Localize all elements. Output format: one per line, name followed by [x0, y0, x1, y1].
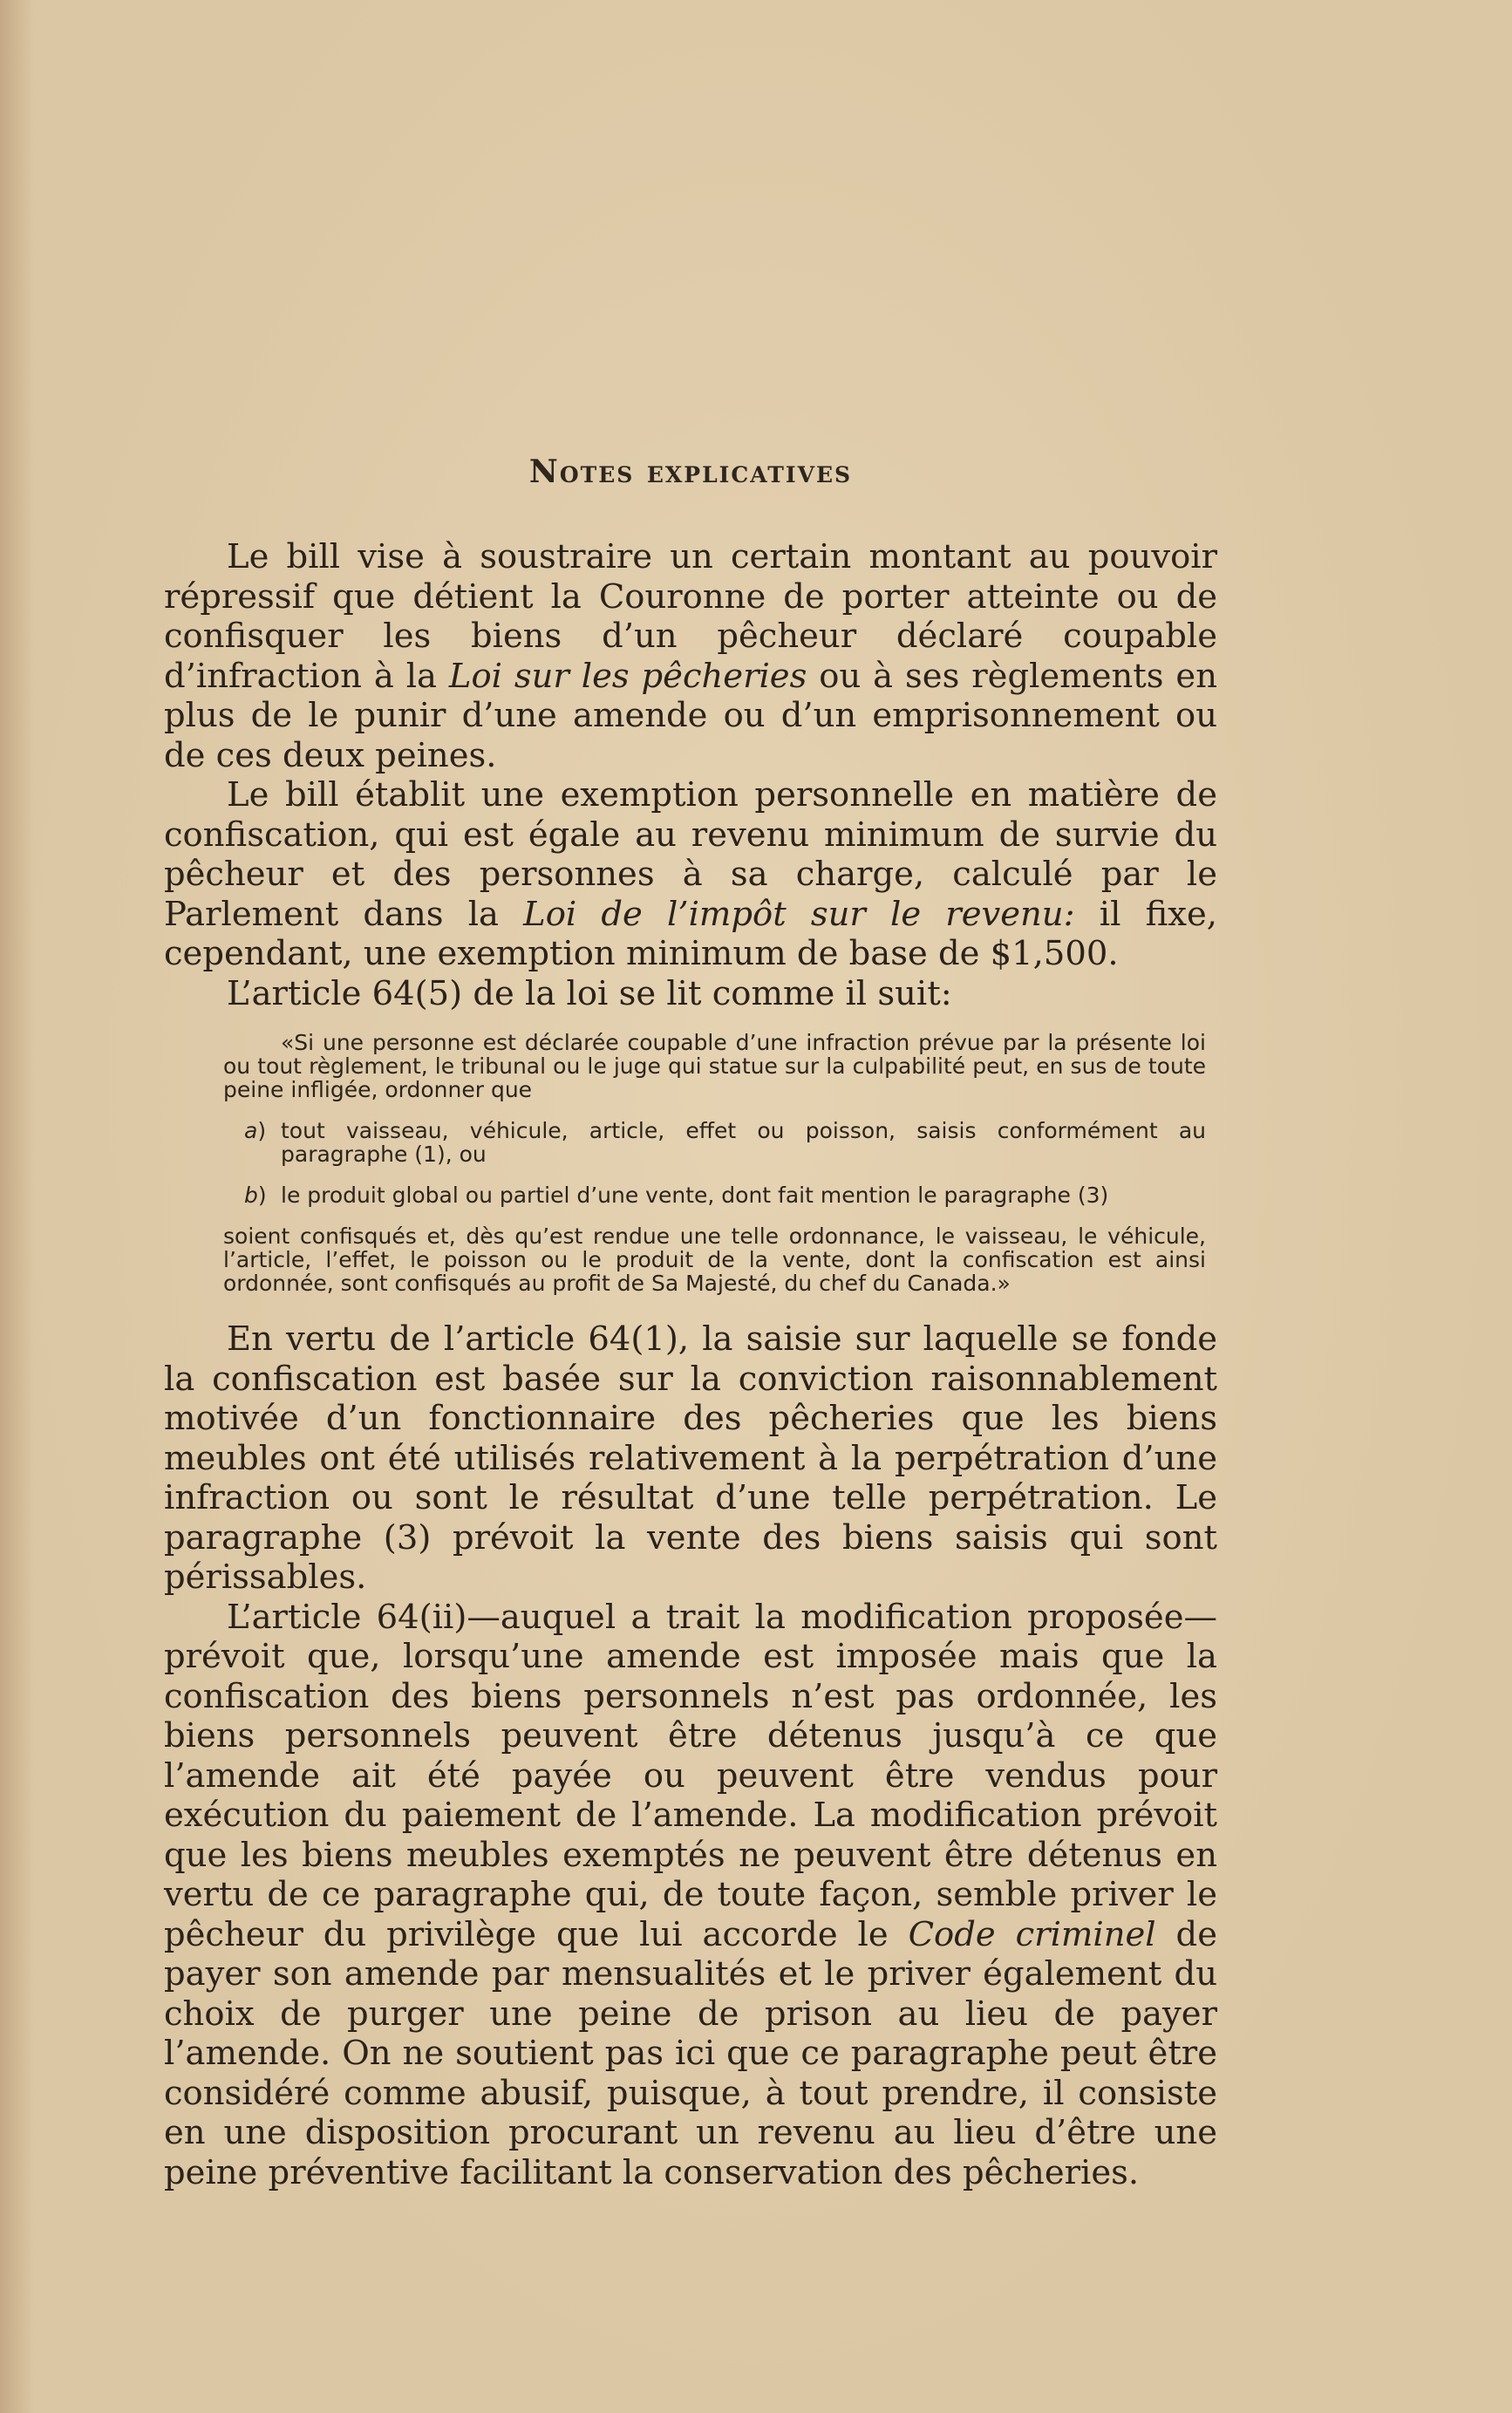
quote-item-b-marker	[223, 1183, 281, 1207]
quote-close: soient confisqués et, dès qu’est rendue une telle ordonnance, le vaisseau, le véhicule, l’article, l’effet, le poisson ou le produit de la vente, dont la confiscation est ainsi ordonnée, sont confisqués au profit de Sa Majesté, du chef du Canada.»	[223, 1224, 1206, 1296]
document-page	[164, 453, 1217, 2192]
page-title: Notes explicatives	[528, 453, 853, 490]
paragraph-2-italic: Loi de l’impôt sur le revenu:	[523, 894, 1075, 934]
quote-item-a-paren: )	[257, 1118, 267, 1143]
paragraph-1	[164, 537, 1217, 775]
paragraph-5-italic: Code criminel	[908, 1914, 1156, 1954]
paragraph-5	[164, 1598, 1217, 2193]
quote-item-a-marker	[223, 1119, 281, 1166]
quote-item-b-text: le produit global ou partiel d’une vente, dont fait mention le paragraphe (3)	[281, 1183, 1109, 1208]
paragraph-3: L’article 64(5) de la loi se lit comme il suit:	[227, 973, 952, 1013]
quote-item-a-text: tout vaisseau, véhicule, article, effet ou poisson, saisis conformément au paragraphe (1), ou	[281, 1118, 1206, 1167]
quote-item-a	[223, 1119, 1206, 1166]
paragraph-5-text: L’article 64(ii)—auquel a trait la modification proposée—prévoit que, lorsqu’une amende est imposée mais que la confiscation des biens personnels n’est pas ordonnée, les biens personnels peuvent être détenus jusqu’à ce que l’amende ait été payée ou peuvent être vendus pour exécution du paiement de l’amende. La modification prévoit que les biens meubles exemptés ne peuvent être détenus en vertu de ce paragraphe qui, de toute façon, semble priver le pêcheur du privilège que lui accorde le	[164, 1597, 1217, 1954]
paragraph-1-end: ou à ses règlements en plus de le punir d’une amende ou d’un emprisonnement ou de ces deux peines.	[164, 656, 1217, 775]
paragraph-2-end: il fixe, cependant, une exemption minimum de base de $1,500.	[164, 894, 1217, 973]
paragraph-2	[164, 775, 1217, 974]
quote-intro: «Si une personne est déclarée coupable d’une infraction prévue par la présente loi ou tout règlement, le tribunal ou le juge qui statue sur la culpabilité peut, en sus de toute peine infligée, ordonner que	[223, 1030, 1206, 1102]
quote-item-b-paren: )	[257, 1183, 267, 1208]
paragraph-5-end: de payer son amende par mensualités et le priver également du choix de purger une peine de prison au lieu de payer l’amende. On ne soutient pas ici que ce paragraphe peut être considéré comme abusif, puisque, à tout prendre, il consiste en une disposition procurant un revenu au lieu d’être une peine préventive facilitant la conservation des pêcheries.	[164, 1914, 1217, 2192]
quote-item-a-letter: a	[244, 1118, 258, 1143]
paragraph-1-text: Le bill vise à soustraire un certain montant au pouvoir répressif que détient la Couronne de porter atteinte ou de confisquer les biens d’un pêcheur déclaré coupable d’infraction à la	[164, 537, 1217, 696]
quote-item-b-letter: b	[244, 1183, 258, 1208]
paragraph-1-italic: Loi sur les pêcheries	[448, 656, 807, 696]
paragraph-2-text: Le bill établit une exemption personnelle en matière de confiscation, qui est égale au revenu minimum de survie du pêcheur et des personnes à sa charge, calculé par le Parlement dans la	[164, 775, 1217, 934]
quoted-statute	[223, 1031, 1206, 1295]
paragraph-4: En vertu de l’article 64(1), la saisie sur laquelle se fonde la confiscation est basée sur la conviction raisonnablement motivée d’un fonctionnaire des pêcheries que les biens meubles ont été utilisés relativement à la perpétration d’une infraction ou sont le résultat d’une telle perpétration. Le paragraphe (3) prévoit la vente des biens saisis qui sont périssables.	[164, 1319, 1217, 1597]
quote-item-b	[223, 1183, 1206, 1207]
